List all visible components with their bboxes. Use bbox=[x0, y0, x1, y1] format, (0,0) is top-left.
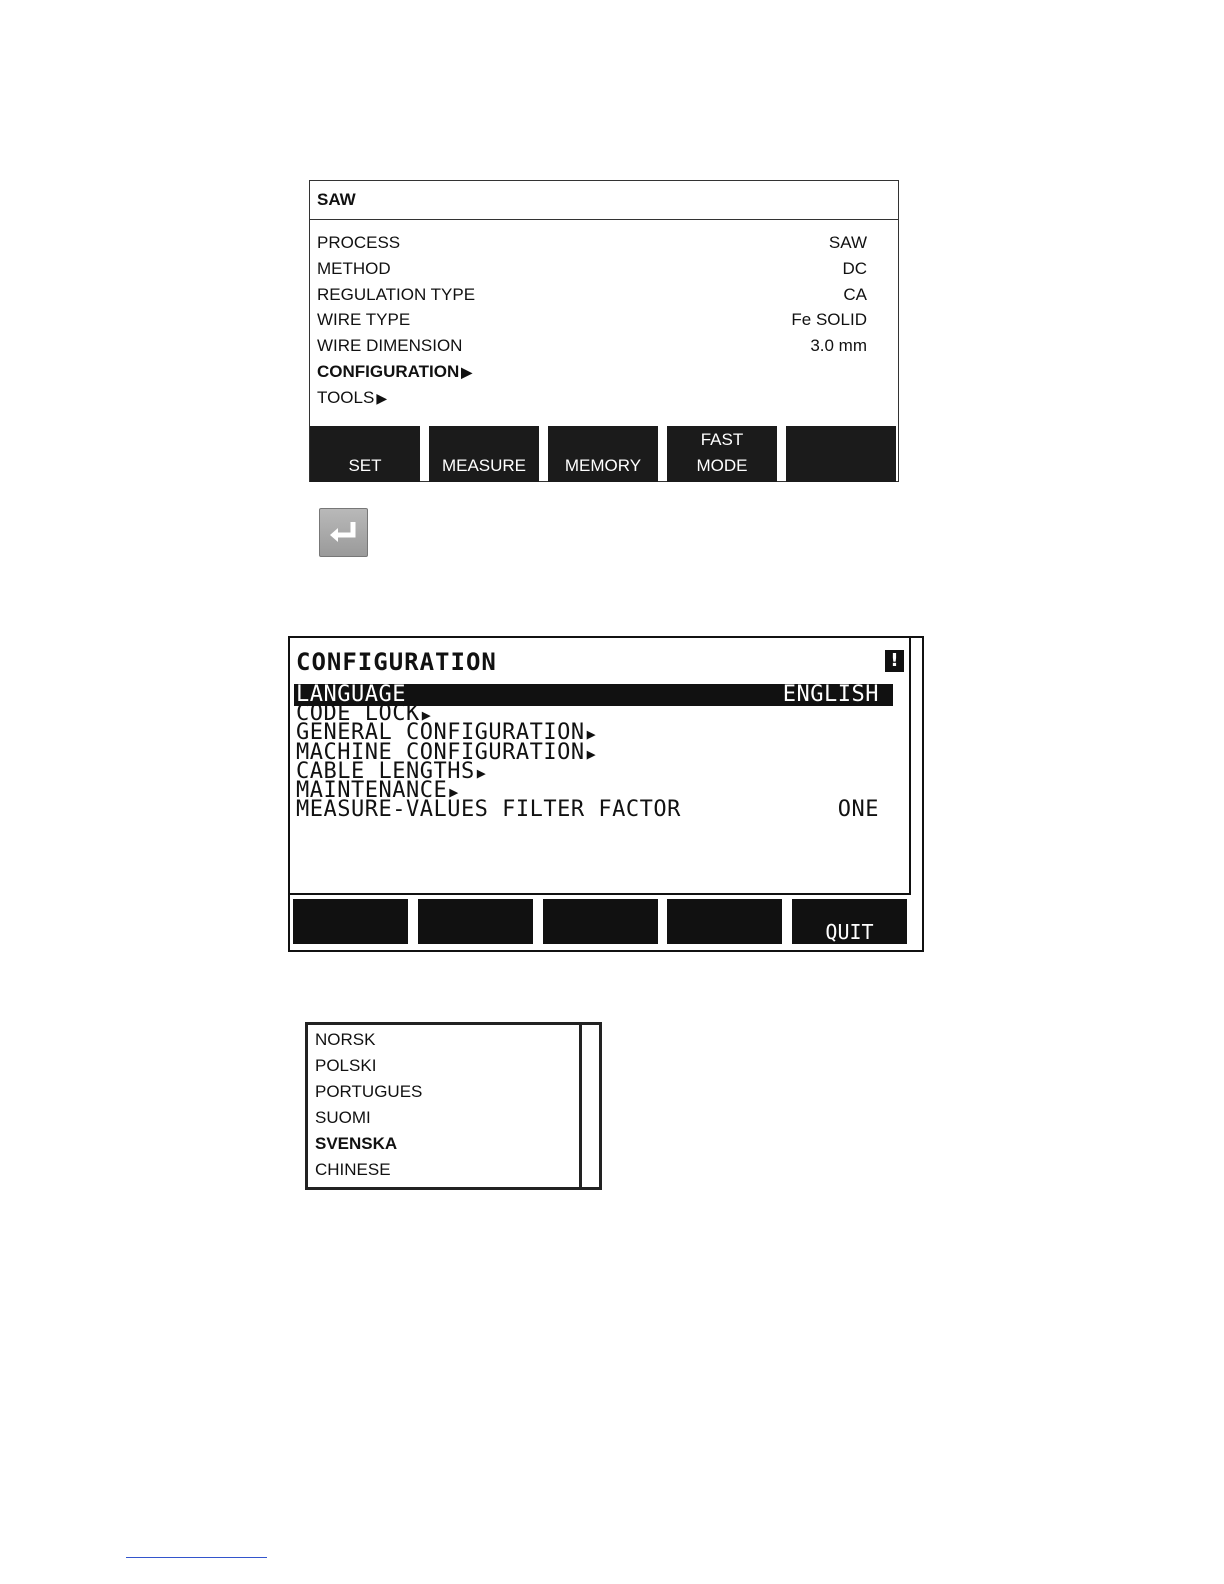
softkey-1[interactable] bbox=[293, 899, 408, 944]
language-option-chinese[interactable]: CHINESE bbox=[315, 1160, 391, 1179]
row-value: Fe SOLID bbox=[791, 310, 867, 330]
language-option-norsk[interactable]: NORSK bbox=[315, 1030, 376, 1049]
softkey-measure[interactable] bbox=[429, 426, 539, 482]
softkey-label-line1: FAST bbox=[700, 430, 744, 449]
menu-row-tools[interactable] bbox=[317, 385, 867, 411]
menu-row-method[interactable] bbox=[317, 256, 867, 282]
language-option-suomi[interactable]: SUOMI bbox=[315, 1108, 371, 1127]
item-label: CABLE LENGTHS bbox=[296, 758, 475, 784]
scrollbar[interactable] bbox=[579, 1025, 599, 1187]
softkey-label-line2: MODE bbox=[696, 456, 748, 475]
softkey-label-line2: MEASURE bbox=[441, 456, 527, 475]
row-label: WIRE TYPE bbox=[317, 310, 411, 330]
softkey-quit[interactable] bbox=[792, 899, 907, 944]
language-option-polski[interactable]: POLSKI bbox=[315, 1056, 377, 1075]
item-label: MAINTENANCE bbox=[296, 778, 448, 804]
row-label: PROCESS bbox=[317, 233, 401, 252]
item-label: MACHINE CONFIGURATION bbox=[296, 739, 585, 765]
footer-link-underline bbox=[126, 1557, 267, 1558]
item-label: GENERAL CONFIGURATION bbox=[296, 720, 585, 746]
menu-row-process[interactable] bbox=[317, 230, 867, 256]
softkey-blank[interactable] bbox=[786, 426, 896, 482]
submenu-arrow-icon: ▶ bbox=[449, 783, 459, 802]
submenu-arrow-icon: ▶ bbox=[461, 363, 473, 380]
row-value: 3.0 mm bbox=[810, 336, 867, 356]
item-label: CODE LOCK bbox=[296, 701, 420, 726]
softkey-label: QUIT bbox=[825, 920, 874, 944]
item-value: ENGLISH bbox=[782, 682, 879, 707]
menu-row-wire-dimension[interactable] bbox=[317, 333, 867, 359]
menu-row-regulation-type[interactable] bbox=[317, 282, 867, 308]
submenu-arrow-icon: ▶ bbox=[586, 725, 597, 744]
row-value: CA bbox=[843, 284, 867, 304]
saw-menu-panel bbox=[309, 180, 899, 482]
softkey-2[interactable] bbox=[418, 899, 533, 944]
configuration-screen bbox=[288, 636, 924, 952]
row-label: WIRE DIMENSION bbox=[317, 336, 463, 356]
enter-key-button[interactable] bbox=[319, 508, 368, 557]
softkey-label-line2: MEMORY bbox=[564, 456, 642, 475]
submenu-arrow-icon: ▶ bbox=[586, 744, 597, 763]
softkey-memory[interactable] bbox=[548, 426, 658, 482]
softkey-set[interactable] bbox=[310, 426, 420, 482]
row-label: REGULATION TYPE bbox=[317, 284, 476, 304]
item-label: MEASURE-VALUES FILTER FACTOR bbox=[296, 797, 681, 823]
screen-title: CONFIGURATION bbox=[296, 648, 497, 676]
warning-icon: ! bbox=[885, 650, 904, 672]
config-item-measure-values-filter-factor[interactable] bbox=[294, 797, 893, 823]
item-label: LANGUAGE bbox=[296, 682, 406, 707]
language-option-svenska[interactable]: SVENSKA bbox=[315, 1134, 398, 1153]
row-value: SAW bbox=[828, 233, 867, 252]
menu-row-configuration[interactable] bbox=[317, 359, 867, 385]
softkey-4[interactable] bbox=[667, 899, 782, 944]
submenu-arrow-icon: ▶ bbox=[376, 389, 388, 406]
submenu-arrow-icon: ▶ bbox=[476, 763, 487, 782]
submenu-arrow-icon: ▶ bbox=[421, 706, 432, 724]
enter-arrow-icon bbox=[320, 509, 367, 556]
softkey-3[interactable] bbox=[543, 899, 658, 944]
panel-title: SAW bbox=[310, 181, 898, 220]
language-option-portugues[interactable]: PORTUGUES bbox=[315, 1082, 423, 1101]
softkey-fast-mode[interactable] bbox=[667, 426, 777, 482]
configuration-display bbox=[290, 638, 911, 895]
item-value: ONE bbox=[837, 797, 879, 823]
row-label: CONFIGURATION bbox=[317, 361, 460, 381]
row-value: DC bbox=[842, 258, 867, 278]
row-label: METHOD bbox=[317, 258, 391, 278]
menu-row-wire-type[interactable] bbox=[317, 307, 867, 333]
softkey-label-line2: SET bbox=[348, 456, 382, 475]
row-label: TOOLS bbox=[317, 387, 375, 407]
language-dropdown-list bbox=[305, 1022, 602, 1190]
